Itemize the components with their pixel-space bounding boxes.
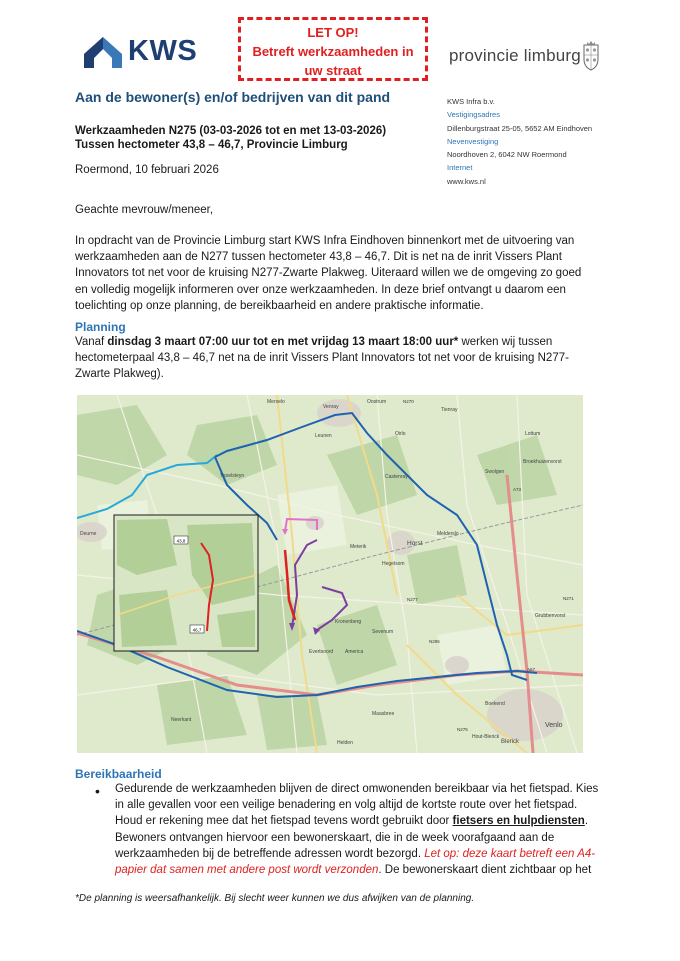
sender-visit-label: Vestigingsadres [447, 110, 500, 120]
bereik-text: Gedurende de werkzaamheden blijven de direct omwonenden bereikbaar via het fietspad. Kies in alle gevallen voor een veilige benadering en volg altijd de kortste route over het fietspad. Houd er rekening mee dat het fietspad tevens wordt gebruikt door [115, 783, 599, 828]
map-place: Melderslo [437, 531, 459, 537]
map-place: Grubbenvorst [535, 613, 566, 619]
map-place: Deurne [80, 531, 97, 537]
map-place: Sevenum [372, 629, 394, 635]
map-place: Leunen [315, 433, 332, 439]
sender-branch-address: Noordhoven 2, 6042 NW Roermond [447, 150, 567, 160]
map-place: Oostrum [367, 399, 387, 405]
kws-logo [84, 34, 197, 68]
planning-heading: Planning [75, 320, 126, 334]
salutation: Geachte mevrouw/meneer, [75, 204, 214, 216]
map-place: Ysselsteyn [220, 473, 245, 479]
map-road: A67 [527, 667, 536, 672]
subject [75, 124, 386, 152]
letter-date: Roermond, 10 februari 2026 [75, 164, 219, 176]
map-place: Meterik [350, 544, 367, 550]
notice-line: Betreft werkzaamheden in [252, 44, 414, 59]
map-place: Broekhuizenvorst [523, 459, 562, 465]
map-place: Hout-Blerick [472, 734, 500, 740]
kws-logo-text: KWS [128, 34, 198, 67]
map-place: Lottum [525, 431, 541, 437]
planning-dates: dinsdag 3 maart 07:00 uur tot en met vrijdag 13 maart 18:00 uur* [107, 336, 459, 348]
planning-text: Vanaf [75, 336, 108, 348]
planning-paragraph [75, 334, 595, 383]
province-name: provincie limburg [449, 46, 581, 65]
map-place: Swolgen [485, 469, 505, 475]
map-road: N275 [457, 727, 468, 732]
notice-box [238, 17, 428, 81]
detour-map [77, 395, 583, 753]
map-place: Neerkant [171, 717, 192, 723]
notice-line: uw straat [304, 63, 362, 78]
sender-block [447, 95, 592, 188]
subject-line: Tussen hectometer 43,8 – 46,7, Provincie Limburg [75, 139, 348, 151]
map-place: Hegelsom [382, 561, 405, 567]
kws-logo-icon [84, 34, 122, 68]
sender-company: KWS Infra b.v. [447, 97, 495, 106]
sender-visit-address: Dillenburgstraat 25-05, 5652 AM Eindhoven [447, 123, 593, 133]
bereik-emphasis: fietsers en hulpdiensten [452, 815, 585, 828]
map-place: Castenray [385, 474, 408, 480]
planning-text: werken wij tussen hectometerpaal 43,8 – 46,7 net na de inrit Vissers Plant Innovators tot net voor de kruising N277-Zwarte Plakweg). [75, 336, 569, 381]
bereik-text: . De bewonerskaart dient zichtbaar op het [378, 864, 592, 877]
bereik-warning: Let op: deze kaart betreft een A4-papier dat samen met andere post wordt verzonden [115, 847, 596, 877]
bereik-text: . Bewoners ontvangen hiervoor een bewonerskaart, die in de week voorafgaand aan de werkzaamheden bij de betreffende adressen wordt bezorgd. [115, 815, 589, 860]
notice-title: LET OP! [307, 25, 359, 40]
map-place: Merselo [267, 399, 285, 405]
map-place: Tienray [441, 407, 458, 413]
inset-label-start: 43,8 [176, 538, 186, 544]
map-place: Blerick [501, 739, 520, 745]
bullet-icon: • [95, 783, 100, 799]
intro-paragraph: In opdracht van de Provincie Limburg start KWS Infra Eindhoven binnenkort met de uitvoering van werkzaamheden aan de N277 tussen hectometer 43,8 – 46,7. Dit is net na de inrit Vissers Plant Innovators tot net voor de kruising N277-Zwarte Plakweg. Uiteraard willen we de omgeving zo goed en volledig mogelijk informeren over onze werkzaamheden. In deze brief ontvangt u daarom een toelichting op onze planning, de bereikbaarheid en andere praktische informatie. [75, 235, 582, 312]
addressee-heading: Aan de bewoner(s) en/of bedrijven van dit pand [75, 89, 391, 105]
map-road: N270 [403, 399, 414, 404]
map-place: Kronenberg [335, 619, 362, 625]
map-place: Maasbree [372, 711, 395, 717]
bereikbaarheid-heading: Bereikbaarheid [75, 767, 162, 781]
sender-website[interactable]: www.kws.nl [447, 176, 486, 186]
map-place: Oirlo [395, 431, 406, 437]
footnote: *De planning is weersafhankelijk. Bij slecht weer kunnen we dus afwijken van de planning. [75, 893, 475, 904]
map-road: A73 [513, 487, 522, 492]
map-road: N277 [407, 597, 418, 602]
map-place: Evertsoord [309, 649, 334, 655]
map-place: Helden [337, 740, 353, 746]
map-place: Horst [407, 540, 423, 547]
province-crest-icon [581, 41, 601, 71]
sender-internet-label: Internet [447, 163, 473, 173]
map-road: N295 [429, 639, 440, 644]
map-place: Venlo [545, 722, 563, 729]
map-place: America [345, 649, 364, 655]
map-place: Boekend [485, 701, 505, 707]
map-road: N271 [563, 596, 574, 601]
map-place: Venray [323, 404, 339, 410]
inset-label-end: 46,7 [192, 627, 202, 633]
map-svg [77, 395, 583, 753]
bereikbaarheid-paragraph [115, 781, 605, 878]
sender-branch-label: Nevenvestiging [447, 136, 499, 146]
subject-line: Werkzaamheden N275 (03-03-2026 tot en met 13-03-2026) [75, 125, 387, 137]
